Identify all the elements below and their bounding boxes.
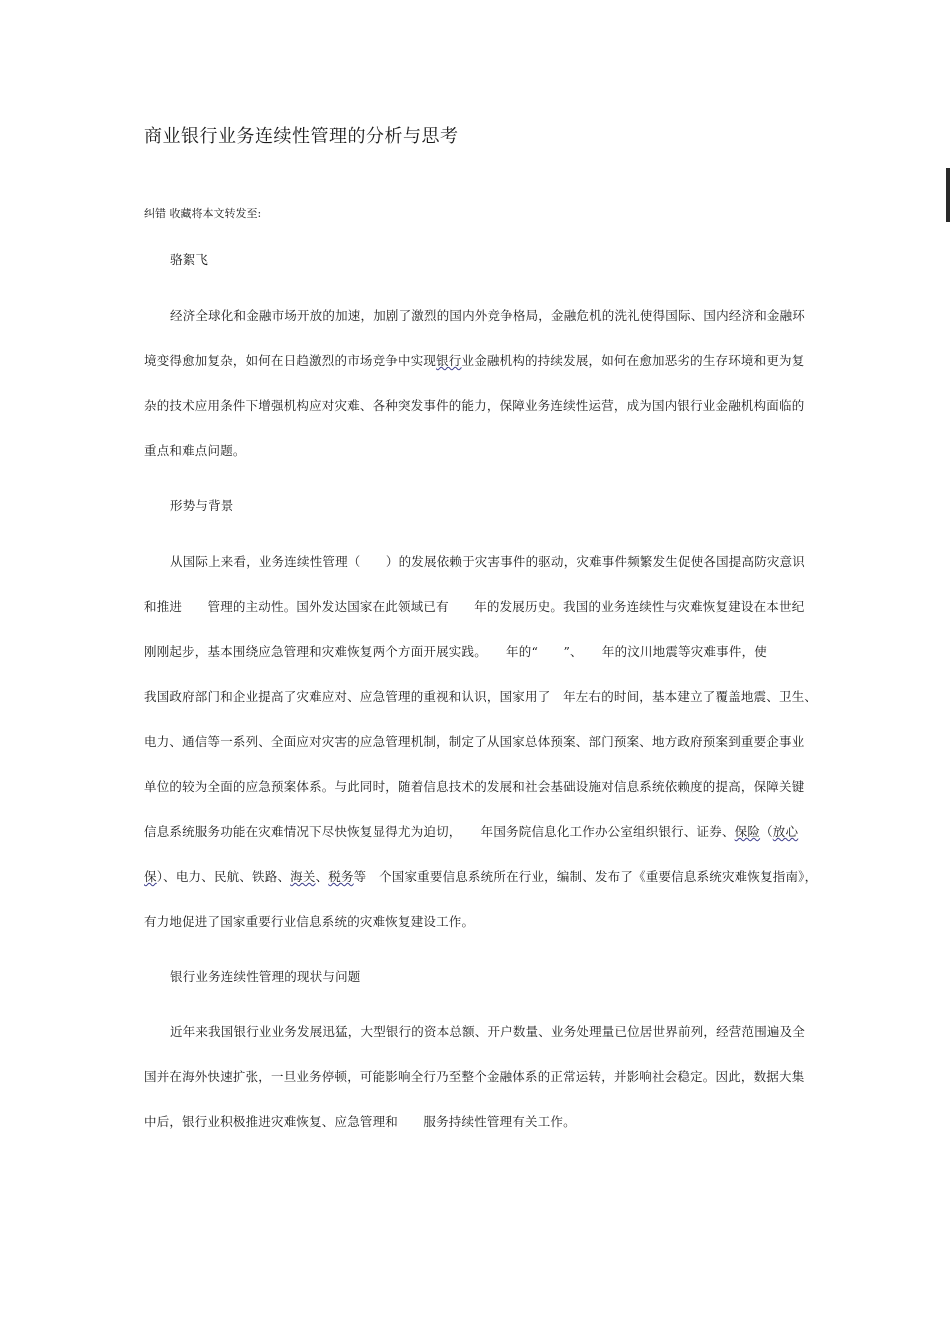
para3-line1: 近年来我国银行业业务发展迅猛，大型银行的资本总额、开户数量、业务处理量已位居世界前列，经营范围遍及全 (170, 1024, 806, 1039)
para2-line6: 单位的较为全面的应急预案体系。与此同时，随着信息技术的发展和社会基础设施对信息系统依赖度的提高，保障关键 (144, 779, 805, 794)
para2-line9: 有力地促进了国家重要行业信息系统的灾难恢复建设工作。 (144, 914, 475, 929)
section-heading-status: 银行业务连续性管理的现状与问题 (170, 969, 361, 984)
page-edge-marker (946, 168, 950, 222)
para2-line1: 从国际上来看，业务连续性管理（ ）的发展依赖于灾害事件的驱动，灾难事件频繁发生促使各国提高防灾意识 (170, 554, 806, 569)
link-fangxin[interactable]: 放心 (772, 824, 799, 839)
link-customs[interactable]: 海关 (290, 869, 316, 884)
section-heading-background: 形势与背景 (170, 498, 234, 513)
para3-line3: 中后，银行业积极推进灾难恢复、应急管理和 服务持续性管理有关工作。 (144, 1114, 576, 1129)
para2-text: 信息系统服务功能在灾难情况下尽快恢复显得尤为迫切， 年国务院信息化工作办公室组织银行、证券、 (144, 824, 735, 839)
link-bank[interactable]: 银行 (436, 353, 462, 368)
link-tax[interactable]: 税务 (328, 869, 354, 884)
para2-line7 (144, 822, 798, 840)
article-meta-links[interactable]: 纠错 收藏将本文转发至: (144, 207, 262, 220)
link-insurance[interactable]: 保险 (734, 824, 761, 839)
para2-line4: 我国政府部门和企业提高了灾难应对、应急管理的重视和认识，国家用了 年左右的时间，基本建立了覆盖地震、卫生、 (144, 689, 818, 704)
para1-line1: 经济全球化和金融市场开放的加速，加剧了激烈的国内外竞争格局，金融危机的洗礼使得国际、国内经济和金融环 (170, 308, 806, 323)
para1-text: 境变得愈加复杂，如何在日趋激烈的市场竞争中实现 (144, 353, 437, 368)
para2-text: 等 个国家重要信息系统所在行业，编制、发布了《重要信息系统灾难恢复指南》， (353, 869, 818, 884)
para2-text: ）、电力、民航、铁路、 (156, 869, 291, 884)
para1-line3: 杂的技术应用条件下增强机构应对灾难、各种突发事件的能力，保障业务连续性运营，成为国内银行业金融机构面临的 (144, 398, 805, 413)
para2-line8 (144, 867, 817, 885)
para2-line3: 刚刚起步，基本围绕应急管理和灾难恢复两个方面开展实践。 年的“ ”、 年的汶川地震等灾难事件，使 (144, 644, 767, 659)
link-fangxinbao[interactable]: 保 (144, 869, 157, 884)
para2-line2: 和推进 管理的主动性。国外发达国家在此领域已有 年的发展历史。我国的业务连续性与灾难恢复建设在本世纪 (144, 599, 805, 614)
para2-line5: 电力、通信等一系列、全面应对灾害的应急管理机制，制定了从国家总体预案、部门预案、地方政府预案到重要企事业 (144, 734, 805, 749)
para2-text: （ (760, 824, 773, 839)
para1-line4: 重点和难点问题。 (144, 443, 246, 458)
para3-line2: 国并在海外快速扩张，一旦业务停顿，可能影响全行乃至整个金融体系的正常运转，并影响社会稳定。因此，数据大集 (144, 1069, 805, 1084)
article-title: 商业银行业务连续性管理的分析与思考 (144, 126, 459, 147)
author-name: 骆絮飞 (170, 252, 209, 267)
para2-text: 、 (315, 869, 329, 884)
para1-text: 业金融机构的持续发展，如何在愈加恶劣的生存环境和更为复 (461, 353, 805, 368)
para1-line2 (144, 351, 804, 369)
